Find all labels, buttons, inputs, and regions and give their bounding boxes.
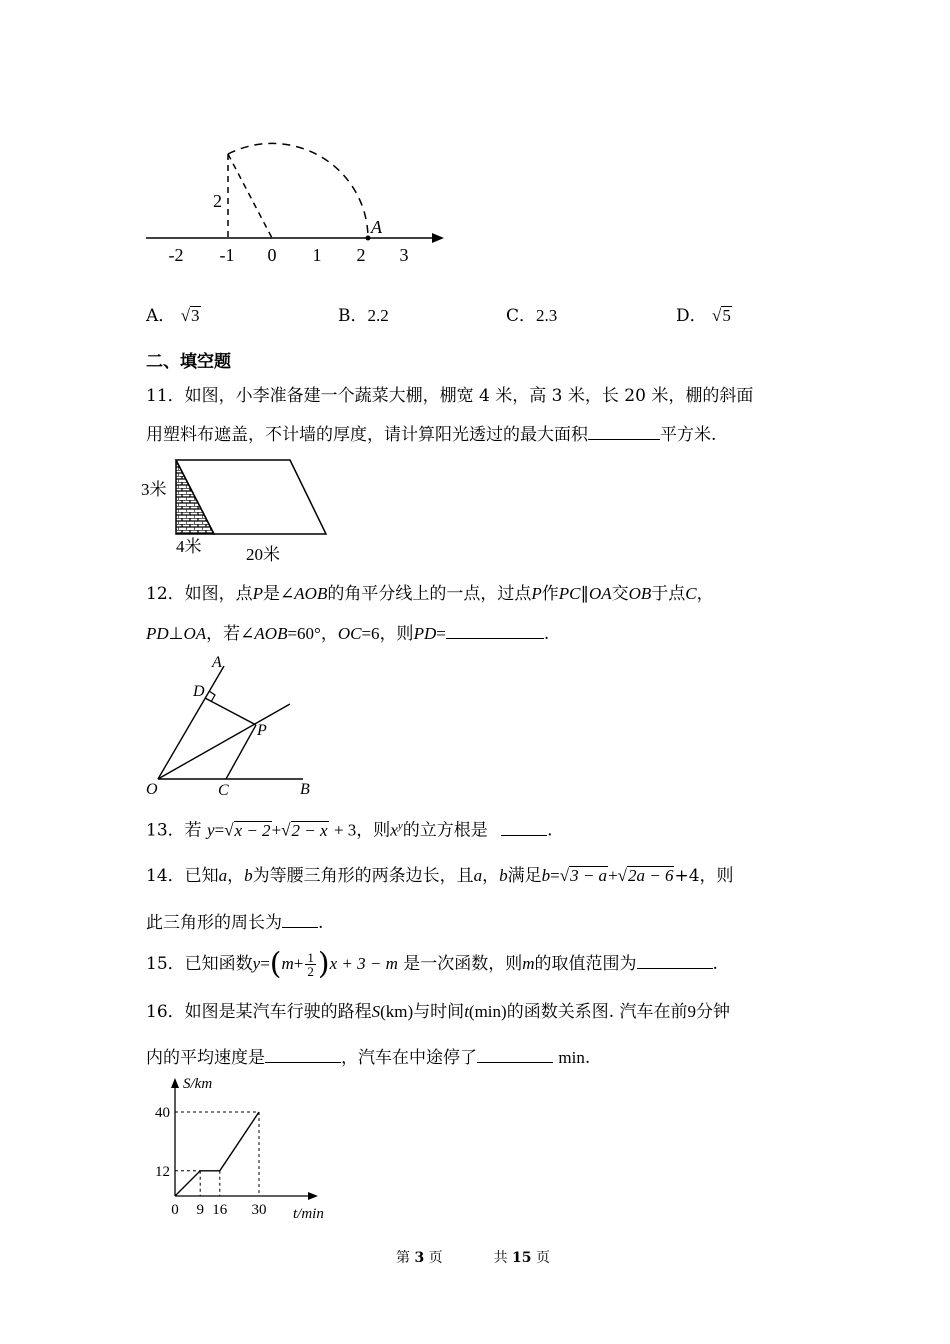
q16-line2: 内的平均速度是 ，汽车在中途停了 min. [146, 1044, 590, 1070]
width-label: 4米 [176, 537, 202, 556]
axis-label: 3 [399, 245, 409, 265]
x-axis-label: t/min [293, 1206, 324, 1222]
page-footer: 第 3 页 共 15 页 [396, 1250, 550, 1266]
x-tick-label: 30 [251, 1202, 267, 1218]
distance-time-chart [140, 1072, 340, 1227]
label-c: C [218, 782, 229, 799]
y-axis-arrow [171, 1078, 179, 1088]
option-c: C．2.3 [506, 306, 558, 326]
axis-label: -1 [219, 245, 235, 265]
y-tick-label: 40 [155, 1105, 170, 1121]
q11-line2: 用塑料布遮盖，不计墙的厚度，请计算阳光透过的最大面积 平方米. [146, 421, 716, 447]
label-o: O [146, 781, 158, 798]
axis-label: 2 [356, 245, 366, 265]
q15: 15．已知函数y=(m+ $\frac{1}{2}$ )x + 3 − m 是一次函数，则m的取值范围为 . [146, 946, 718, 982]
axis-label: 0 [267, 245, 277, 265]
angle-figure [140, 652, 320, 802]
option-a: A． √3 [146, 306, 200, 326]
q16-line1: 16．如图是某汽车行驶的路程S(km)与时间t(min)的函数关系图. 汽车在前9分钟 [146, 1002, 731, 1022]
label-d: D [193, 683, 205, 700]
section-title: 二、填空题 [146, 352, 231, 372]
q12-line1: 12．如图，点P是∠AOB的角平分线上的一点，过点P作PC∥OA交OB于点C， [146, 584, 714, 604]
point-label: A [371, 217, 382, 237]
label-a: A [212, 654, 222, 671]
q14-line1: 14．已知a，b为等腰三角形的两条边长，且a，b满足b=√3 − a+√2a − 6+4，则 [146, 866, 734, 886]
q12-line2: PD⊥OA，若∠AOB=60°，OC=6，则PD= . [146, 620, 549, 646]
option-b: B．2.2 [338, 306, 389, 326]
q11-line1: 11．如图，小李准备建一个蔬菜大棚，棚宽 4 米，高 3 米，长 20 米，棚的斜面 [146, 386, 754, 406]
q13: 13．若 y=√x − 2+√2 − x + 3，则$x^y$的立方根是 . [146, 814, 553, 843]
x-tick-label: 16 [212, 1202, 228, 1218]
greenhouse-figure [138, 452, 338, 572]
number-line-figure [140, 130, 460, 270]
label-p: P [257, 722, 267, 739]
height-label: 3米 [141, 480, 167, 499]
q14-line2: 此三角形的周长为 . [146, 909, 323, 935]
y-tick-label: 12 [155, 1163, 170, 1180]
x-tick-label: 9 [196, 1202, 204, 1218]
label-b: B [300, 781, 310, 798]
height-label: 2 [213, 191, 222, 211]
axis-label: 1 [312, 245, 322, 265]
axis-label: -2 [168, 245, 184, 265]
option-d: D． √5 [676, 306, 731, 326]
y-axis-label: S/km [183, 1076, 213, 1092]
length-label: 20米 [246, 545, 280, 564]
x-axis-arrow [308, 1192, 318, 1200]
series-line [175, 1112, 259, 1196]
x-tick-label: 0 [171, 1202, 179, 1218]
